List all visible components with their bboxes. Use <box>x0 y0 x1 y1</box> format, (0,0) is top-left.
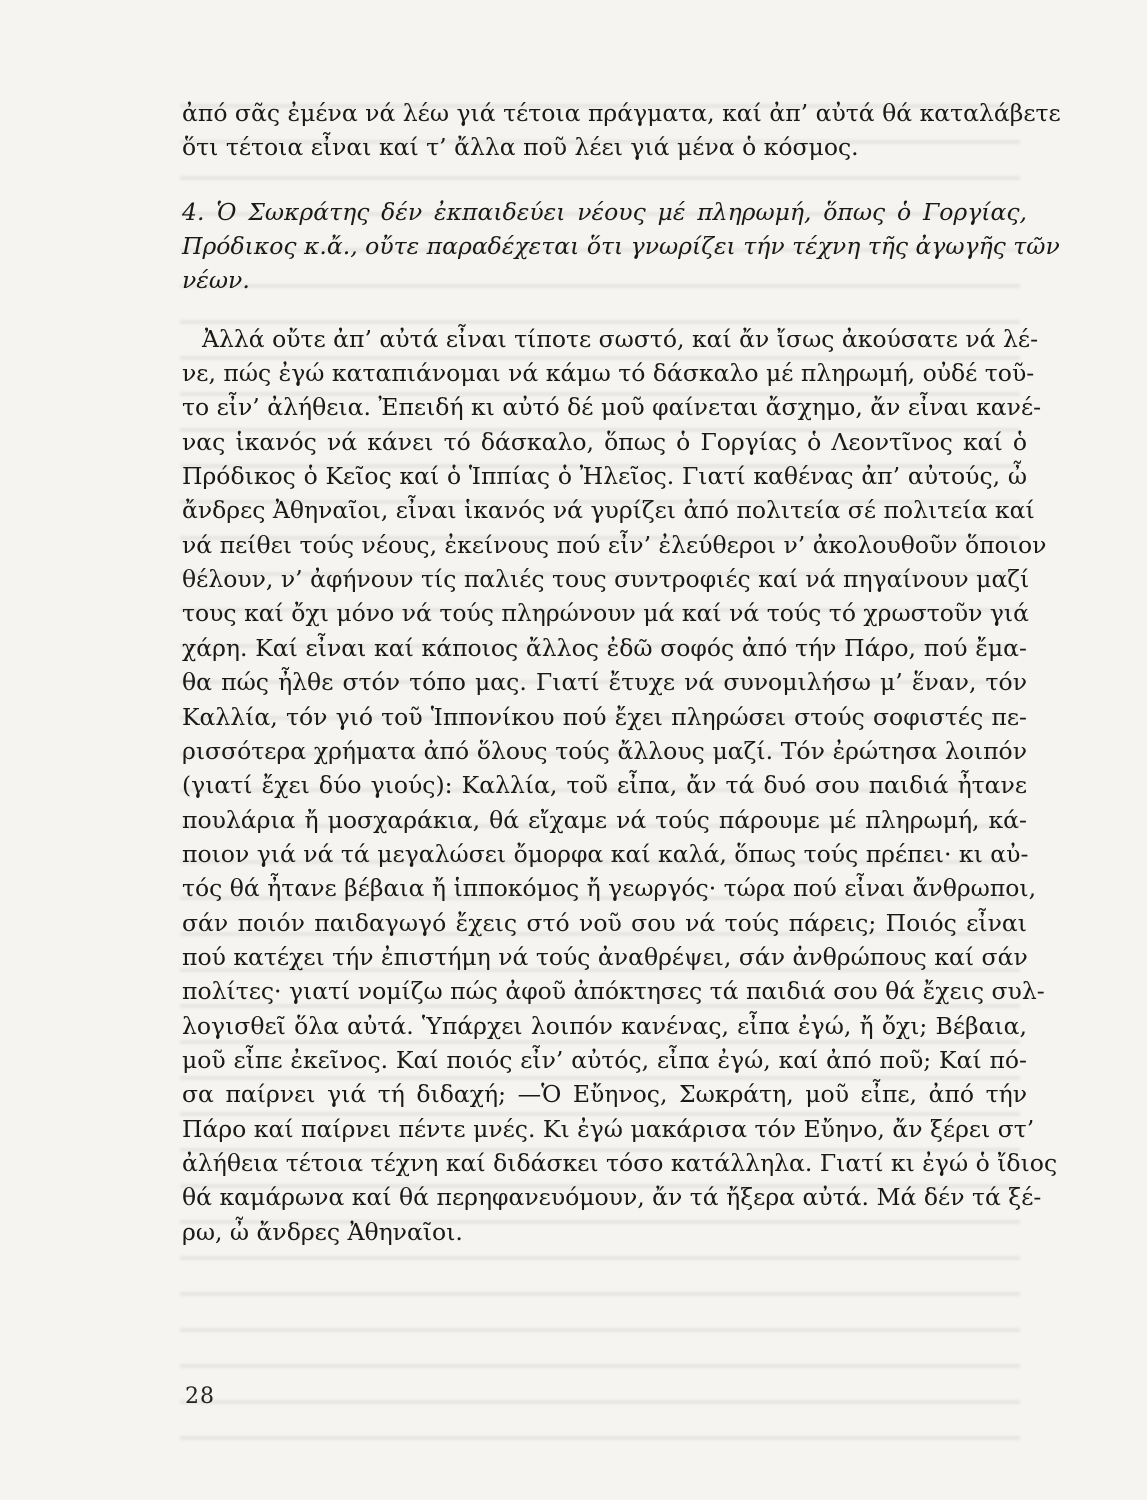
text-line: νας ἱκανός νά κάνει τό δάσκαλο, ὅπως ὁ Γοργίας ὁ Λεοντῖνος καί ὁ <box>182 427 1027 456</box>
text-line: πουλάρια ἤ μοσχαράκια, θά εἴχαμε νά τούς πάρουμε μέ πληρωμή, κά- <box>182 805 1027 834</box>
page-text <box>182 96 1061 1249</box>
text-line: ρισσότερα χρήματα ἀπό ὅλους τούς ἄλλους μαζί. Τόν ἐρώτησα λοιπόν <box>182 736 1027 765</box>
text-line: τους καί ὄχι μόνο νά τούς πληρώνουν μά καί νά τούς τό χρωστοῦν γιά <box>182 599 1030 628</box>
text-line: Ἀλλά οὔτε ἀπ’ αὐτά εἶναι τίποτε σωστό, καί ἄν ἴσως ἀκούσατε νά λέ- <box>202 324 1039 353</box>
text-line: πού κατέχει τήν ἐπιστήμη νά τούς ἀναθρέψει, σάν ἀνθρώπους καί σάν <box>182 942 1028 971</box>
heading-line: Πρόδικος κ.ἄ., οὔτε παραδέχεται ὅτι γνωρίζει τήν τέχνη τῆς ἀγωγῆς τῶν <box>182 232 1060 261</box>
text-line: θέλουν, ν’ ἀφήνουν τίς παλιές τους συντροφιές καί νά πηγαίνουν μαζί <box>182 565 1030 594</box>
text-line: λογισθεῖ ὅλα αὐτά. Ὑπάρχει λοιπόν κανένας, εἶπα ἐγώ, ἤ ὄχι; Βέβαια, <box>182 1011 1027 1040</box>
text-line: νε, πώς ἐγώ καταπιάνομαι νά κάμω τό δάσκαλο μέ πληρωμή, οὐδέ τοῦ- <box>182 359 1035 388</box>
text-line: θά καμάρωνα καί θά περηφανευόμουν, ἄν τά ἤξερα αὐτά. Μά δέν τά ξέ- <box>182 1183 1042 1212</box>
text-line: νά πείθει τούς νέους, ἐκείνους πού εἶν’ ἐλεύθεροι ν’ ἀκολουθοῦν ὅποιον <box>182 530 1047 559</box>
text-line: Καλλία, τόν γιό τοῦ Ἱππονίκου πού ἔχει πληρώσει στούς σοφιστές πε- <box>182 702 1027 731</box>
text-line: σάν ποιόν παιδαγωγό ἔχεις στό νοῦ σου νά τούς πάρεις; Ποιός εἶναι <box>182 908 1027 937</box>
text-line: ἀλήθεια τέτοια τέχνη καί διδάσκει τόσο κατάλληλα. Γιατί κι ἐγώ ὁ ἴδιος <box>182 1148 1058 1177</box>
text-line: Πάρο καί παίρνει πέντε μνές. Κι ἐγώ μακάρισα τόν Εὔηνο, ἄν ξέρει στ’ <box>182 1114 1035 1143</box>
heading-line: νέων. <box>182 266 250 295</box>
text-line: ρω, ὦ ἄνδρες Ἀθηναῖοι. <box>182 1217 463 1246</box>
text-line: Πρόδικος ὁ Κεῖος καί ὁ Ἱππίας ὁ Ἠλεῖος. Γιατί καθένας ἀπ’ αὐτούς, ὦ <box>182 462 1027 491</box>
text-line: ποιον γιά νά τά μεγαλώσει ὄμορφα καί καλά, ὅπως τούς πρέπει· κι αὐ- <box>182 839 1029 868</box>
text-line: ἄνδρες Ἀθηναῖοι, εἶναι ἱκανός νά γυρίζει ἀπό πολιτεία σέ πολιτεία καί <box>182 496 1035 525</box>
text-line: χάρη. Καί εἶναι καί κάποιος ἄλλος ἐδῶ σοφός ἀπό τήν Πάρο, πού ἔμα- <box>182 633 1027 662</box>
text-line: πολίτες· γιατί νομίζω πώς ἀφοῦ ἀπόκτησες τά παιδιά σου θά ἔχεις συλ- <box>182 977 1045 1006</box>
text-line: σα παίρνει γιά τή διδαχή; —Ὁ Εὔηνος, Σωκράτη, μοῦ εἶπε, ἀπό τήν <box>182 1080 1027 1109</box>
text-line: τός θά ἦτανε βέβαια ἤ ἱπποκόμος ἤ γεωργός· τώρα πού εἶναι ἄνθρωποι, <box>182 874 1037 903</box>
text-line: θα πώς ἦλθε στόν τόπο μας. Γιατί ἔτυχε νά συνομιλήσω μ’ ἕναν, τόν <box>182 668 1027 697</box>
text-line: μοῦ εἶπε ἐκεῖνος. Καί ποιός εἶν’ αὐτός, εἶπα ἐγώ, καί ἀπό ποῦ; Καί πό- <box>182 1045 1027 1074</box>
text-line: ὅτι τέτοια εἶναι καί τ’ ἄλλα ποῦ λέει γιά μένα ὁ κόσμος. <box>182 133 859 162</box>
text-line: (γιατί ἔχει δύο γιούς): Καλλία, τοῦ εἶπα, ἄν τά δυό σου παιδιά ἦτανε <box>182 771 1027 800</box>
page-number: 28 <box>185 1384 215 1409</box>
heading-line: 4. Ὁ Σωκράτης δέν ἐκπαιδεύει νέους μέ πληρωμή, ὅπως ὁ Γοργίας, <box>182 197 1027 226</box>
section-heading <box>182 195 1060 298</box>
text-line: ἀπό σᾶς ἐμένα νά λέω γιά τέτοια πράγματα, καί ἀπ’ αὐτά θά καταλάβετε <box>182 99 1061 127</box>
opening-paragraph <box>182 96 1061 165</box>
main-paragraph <box>182 322 1058 1249</box>
text-line: το εἶν’ ἀλήθεια. Ἐπειδή κι αὐτό δέ μοῦ φαίνεται ἄσχημο, ἄν εἶναι κανέ- <box>182 393 1042 422</box>
